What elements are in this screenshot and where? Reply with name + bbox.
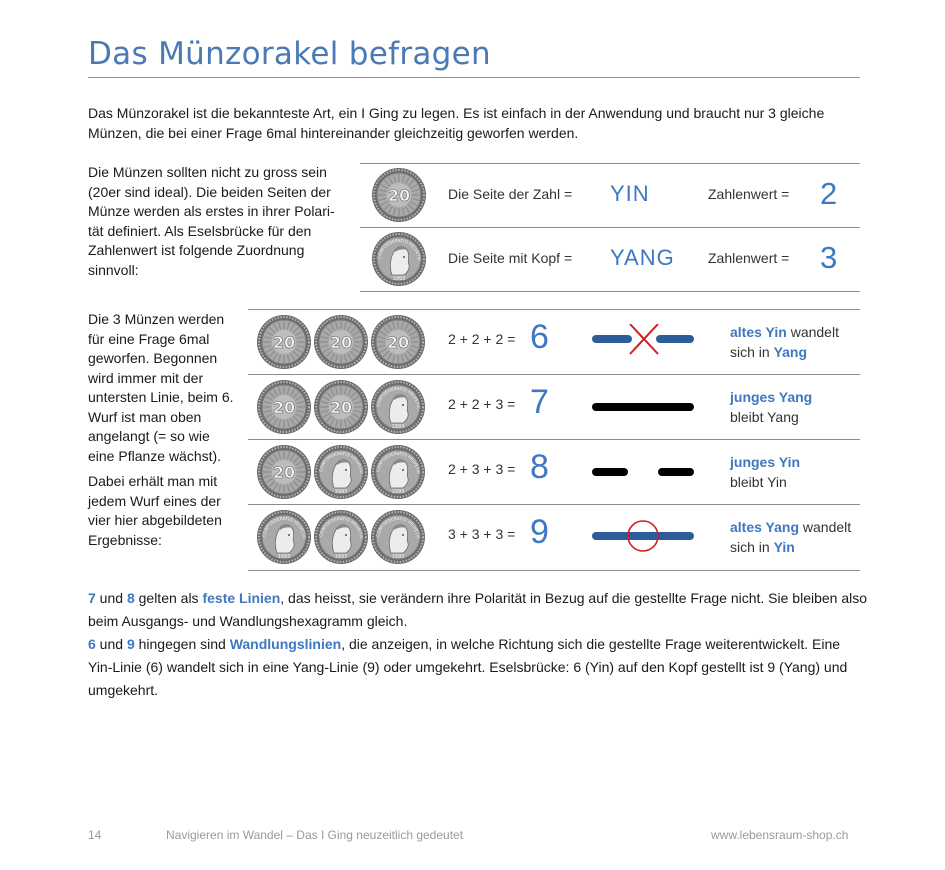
line-value: 8: [530, 448, 549, 486]
coin-value-row-yang: [360, 227, 860, 292]
note-text: gelten als: [134, 590, 203, 606]
line-value: 9: [530, 513, 549, 551]
coin-zahl-icon: [371, 167, 427, 228]
line-type: junges Yin: [730, 454, 801, 470]
note-text: hingegen sind: [134, 636, 230, 652]
target-polarity: Yang: [773, 344, 808, 360]
coin-set: [256, 314, 427, 375]
description-text: bleibt Yang: [730, 409, 799, 425]
coin-set: [256, 379, 427, 440]
number-9: 9: [126, 636, 135, 652]
footer-book-title: Navigieren im Wandel – Das I Ging neuzeitlich gedeutet: [166, 828, 464, 842]
fixed-lines-term: feste Linien: [202, 590, 281, 606]
svg-text:1993: 1993: [334, 554, 348, 560]
target-polarity: Yin: [773, 539, 795, 555]
svg-text:CONFOEDERATIO HELVETICA: CONFOEDERATIO HELVETIC: [375, 450, 422, 475]
description-text: sich in: [730, 344, 774, 360]
throw-results-table: [248, 309, 860, 571]
svg-text:CONFOEDERATIO HELVETICA: CONFOEDERATIO HELVETIC: [318, 450, 365, 475]
svg-text:CONFOEDERATIO HELVETICA: CONFOEDERATIO HELVETIC: [376, 237, 423, 262]
coin-kopf-icon: [371, 231, 427, 287]
sum-formula: 3 + 3 + 3 =: [448, 526, 516, 542]
polarity-name: YIN: [610, 181, 650, 206]
throw-result-row: [248, 374, 860, 439]
note-text: und: [95, 590, 127, 606]
coin-kopf-icon: [313, 444, 369, 500]
svg-text:1993: 1993: [334, 489, 348, 495]
line-type: altes Yin: [730, 324, 787, 340]
coin-kopf-icon: [370, 509, 426, 565]
svg-text:CONFOEDERATIO HELVETICA: CONFOEDERATIO HELVETIC: [375, 515, 422, 540]
svg-text:CONFOEDERATIO HELVETICA: CONFOEDERATIO HELVETIC: [375, 385, 422, 410]
throw-result-row: [248, 504, 860, 571]
description-text: sich in: [730, 539, 774, 555]
line-type: altes Yang: [730, 519, 800, 535]
coin-kopf-icon: [371, 231, 427, 292]
hexagram-line: [590, 454, 694, 495]
coin-zahl-icon: [370, 314, 426, 370]
line-value: 7: [530, 383, 549, 421]
line-type: junges Yang: [730, 389, 813, 405]
svg-text:CONFOEDERATIO HELVETICA: CONFOEDERATIO HELVETIC: [318, 515, 365, 540]
coin-zahl-icon: [371, 167, 427, 223]
coin-zahl-icon: [256, 444, 312, 500]
coin-kopf-icon: [370, 379, 426, 435]
svg-text:CONFOEDERATIO HELVETICA: CONFOEDERATIO HELVETIC: [261, 515, 308, 540]
coin-value: 2: [820, 176, 838, 211]
page-number: 14: [88, 828, 102, 842]
hexagram-line: [590, 389, 694, 430]
throw-instructions: [88, 310, 240, 556]
coin-zahl-icon: [256, 314, 312, 370]
coin-kopf-icon: [370, 444, 426, 500]
result-paragraph: Dabei erhält man mit jedem Wurf eines der vier hier abgebildeten Ergebnisse:: [88, 473, 222, 548]
sum-formula: 2 + 3 + 3 =: [448, 461, 516, 477]
description-text: wandelt: [786, 324, 839, 340]
coin-value-row-yin: [360, 163, 860, 227]
svg-text:1993: 1993: [392, 276, 406, 282]
line-description: [730, 452, 800, 492]
svg-text:1993: 1993: [391, 424, 405, 430]
svg-text:1993: 1993: [391, 554, 405, 560]
svg-text:20: 20: [386, 333, 410, 352]
value-label: Zahlenwert =: [708, 186, 790, 202]
line-description: [730, 517, 851, 557]
svg-text:20: 20: [272, 463, 296, 482]
sum-formula: 2 + 2 + 3 =: [448, 396, 516, 412]
svg-text:20: 20: [272, 398, 296, 417]
footer-website: www.lebensraum-shop.ch: [711, 828, 849, 842]
svg-text:20: 20: [272, 333, 296, 352]
coin-kopf-icon: [313, 509, 369, 565]
description-text: bleibt Yin: [730, 474, 787, 490]
number-7: 7: [88, 590, 96, 606]
sum-formula: 2 + 2 + 2 =: [448, 331, 516, 347]
polarity-name: YANG: [610, 245, 675, 270]
hexagram-line-young-yin-icon: [590, 454, 694, 490]
coin-zahl-icon: [313, 379, 369, 435]
svg-text:20: 20: [387, 186, 411, 205]
svg-text:1993: 1993: [391, 489, 405, 495]
coin-zahl-icon: [256, 379, 312, 435]
line-value: 6: [530, 318, 549, 356]
coin-value: 3: [820, 240, 838, 275]
coin-sides-text: Die Münzen sollten nicht zu gross sein (20er sind ideal). Die beiden Seiten der Münze werden als erstes in ihrer Polari-tät definiert. Als Eselsbrücke für den Zahlenwert ist folgende Zuordnung sinnvoll:: [88, 164, 335, 278]
coin-zahl-icon: [313, 314, 369, 370]
page-title: Das Münzorakel befragen: [88, 36, 491, 72]
coin-kopf-icon: [256, 509, 312, 565]
coin-set: [256, 444, 427, 505]
hexagram-line-young-yang-icon: [590, 389, 694, 425]
coin-value-table: [360, 163, 860, 292]
hexagram-line: [590, 519, 694, 560]
hexagram-line: [590, 324, 694, 365]
throw-result-row: [248, 309, 860, 374]
description-text: wandelt: [799, 519, 852, 535]
note-text: und: [95, 636, 127, 652]
intro-paragraph: Das Münzorakel ist die bekannteste Art, ein I Ging zu legen. Es ist einfach in der Anwendung und braucht nur 3 gleiche Münzen, die bei einer Frage 6mal hintereinander gleichzeitig geworfen werden.: [88, 105, 825, 141]
throw-paragraph: Die 3 Münzen werden für eine Frage 6mal geworfen. Begonnen wird immer mit der untersten Linie, beim 6. Wurf ist man oben angelangt (= so wie eine Pflanze wächst).: [88, 311, 234, 464]
line-description: [730, 322, 839, 362]
svg-text:20: 20: [329, 398, 353, 417]
value-label: Zahlenwert =: [708, 250, 790, 266]
number-8: 8: [126, 590, 135, 606]
changing-lines-term: Wandlungslinien: [229, 636, 342, 652]
coin-side-label: Die Seite mit Kopf =: [448, 250, 573, 266]
line-notes: [88, 587, 868, 702]
line-description: [730, 387, 812, 427]
coin-set: [256, 509, 427, 570]
throw-result-row: [248, 439, 860, 504]
title-divider: [88, 77, 860, 78]
changing-lines-note: [88, 633, 868, 702]
fixed-lines-note: [88, 587, 868, 633]
svg-text:20: 20: [329, 333, 353, 352]
note-text: , das heisst, sie verändern ihre Polarität in Bezug auf die gestellte Frage nicht. Sie bleiben also beim Ausgangs- und Wandlungshexagramm gleich.: [88, 590, 868, 629]
hexagram-line-old-yang-icon: [590, 519, 694, 555]
svg-text:1993: 1993: [277, 554, 291, 560]
note-text: , die anzeigen, in welche Richtung sich die gestellte Frage weiterentwickelt. Eine Yin-Linie (6) wandelt sich in eine Yang-Linie (9) oder umgekehrt. Eselsbrücke: 6 (Yin) auf den Kopf gestellt ist 9 (Yang) und umgekehrt.: [88, 636, 848, 698]
number-6: 6: [88, 636, 96, 652]
hexagram-line-old-yin-icon: [590, 324, 694, 360]
coin-side-label: Die Seite der Zahl =: [448, 186, 573, 202]
